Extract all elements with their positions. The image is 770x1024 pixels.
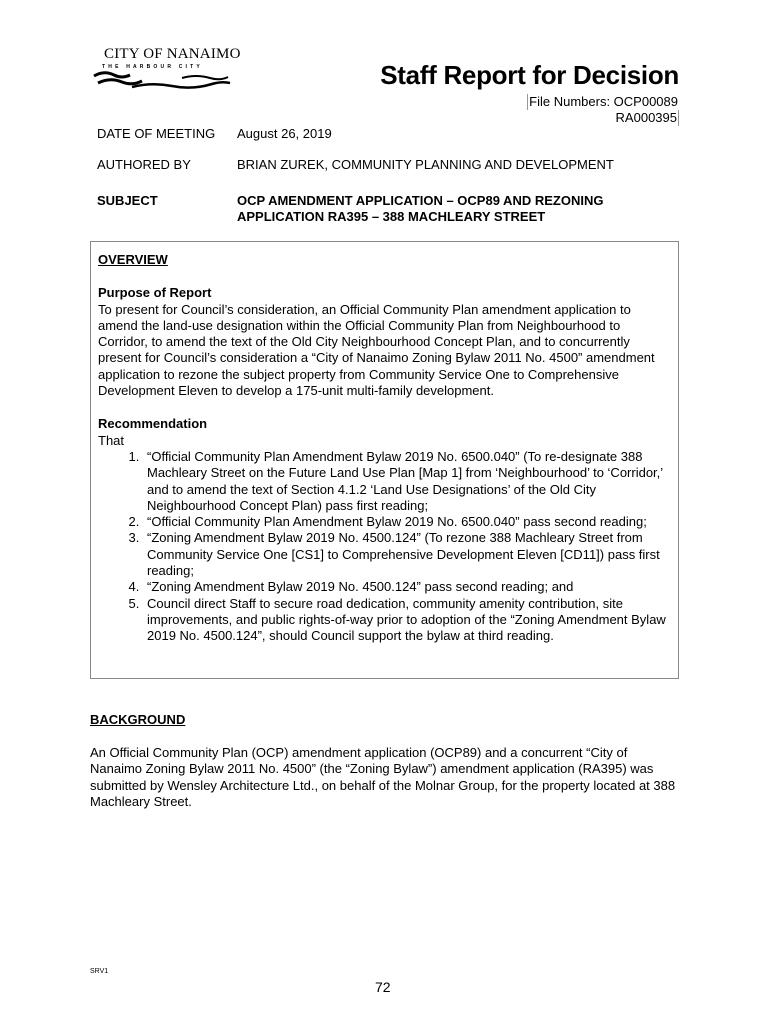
background-heading: BACKGROUND bbox=[90, 712, 186, 727]
meeting-date-value: August 26, 2019 bbox=[237, 126, 332, 141]
logo-tagline: THE HARBOUR CITY bbox=[102, 64, 203, 70]
purpose-heading: Purpose of Report bbox=[98, 285, 212, 301]
footer-code: SRV1 bbox=[90, 968, 109, 975]
recommendation-item: 4. “Zoning Amendment Bylaw 2019 No. 4500.124” pass second reading; and bbox=[143, 579, 670, 595]
author-label: AUTHORED BY bbox=[97, 157, 191, 172]
recommendation-item: 2. “Official Community Plan Amendment Bylaw 2019 No. 6500.040” pass second reading; bbox=[143, 514, 670, 530]
overview-box bbox=[90, 241, 679, 679]
waves-icon bbox=[92, 68, 232, 92]
file-number-ra: RA000395 bbox=[527, 110, 679, 126]
logo-city-name: CITY OF NANAIMO bbox=[104, 46, 241, 62]
recommendation-heading: Recommendation bbox=[98, 416, 208, 432]
author-value: BRIAN ZUREK, COMMUNITY PLANNING AND DEVELOPMENT bbox=[237, 157, 614, 172]
recommendation-item: 3. “Zoning Amendment Bylaw 2019 No. 4500.124” (To rezone 388 Machleary Street from Community Service One [CS1] to Comprehensive Development Eleven [CD11]) pass first reading; bbox=[143, 530, 670, 579]
purpose-text: To present for Council’s consideration, an Official Community Plan amendment application to amend the land-use designation within the Official Community Plan from Neighbourhood to Corridor, to amend the text of the Old City Neighbourhood Concept Plan, and to concurrently present for Council’s consideration a “City of Nanaimo Zoning Bylaw 2011 No. 4500” amendment application to rezone the subject property from Community Service One to Comprehensive Development Eleven to develop a 175-unit multi-family development. bbox=[98, 301, 655, 399]
recommendation-list bbox=[98, 449, 670, 645]
page-number: 72 bbox=[375, 979, 391, 995]
meeting-date-label: DATE OF MEETING bbox=[97, 126, 216, 141]
page-title: Staff Report for Decision bbox=[380, 60, 679, 90]
city-logo bbox=[92, 44, 241, 92]
subject-value: OCP AMENDMENT APPLICATION – OCP89 AND REZONING APPLICATION RA395 – 388 MACHLEARY STREET bbox=[237, 193, 604, 224]
file-number-ocp: File Numbers: OCP00089 bbox=[529, 94, 678, 109]
recommendation-item: 5. Council direct Staff to secure road dedication, community amenity contribution, site improvements, and public rights-of-way prior to adoption of the “Zoning Amendment Bylaw 2019 No. 4500.124”, should Council support the bylaw at third reading. bbox=[143, 596, 670, 645]
recommendation-item: 1. “Official Community Plan Amendment Bylaw 2019 No. 6500.040” (To re-designate 388 Machleary Street on the Future Land Use Plan [Map 1] from ‘Neighbourhood’ to ‘Corridor,’ and to amend the text of Section 4.1.2 ‘Land Use Designations’ of the Old City Neighbourhood Concept Plan) pass first reading; bbox=[143, 449, 670, 514]
recommendation-intro: That bbox=[98, 432, 125, 448]
file-numbers bbox=[527, 94, 679, 126]
subject-label: SUBJECT bbox=[97, 193, 158, 208]
background-text: An Official Community Plan (OCP) amendment application (OCP89) and a concurrent “City of Nanaimo Zoning Bylaw 2011 No. 4500” (the “Zoning Bylaw”) amendment application (RA395) was submitted by Wensley Architecture Ltd., on behalf of the Molnar Group, for the property located at 388 Machleary Street. bbox=[90, 745, 676, 809]
overview-heading: OVERVIEW bbox=[98, 252, 168, 267]
